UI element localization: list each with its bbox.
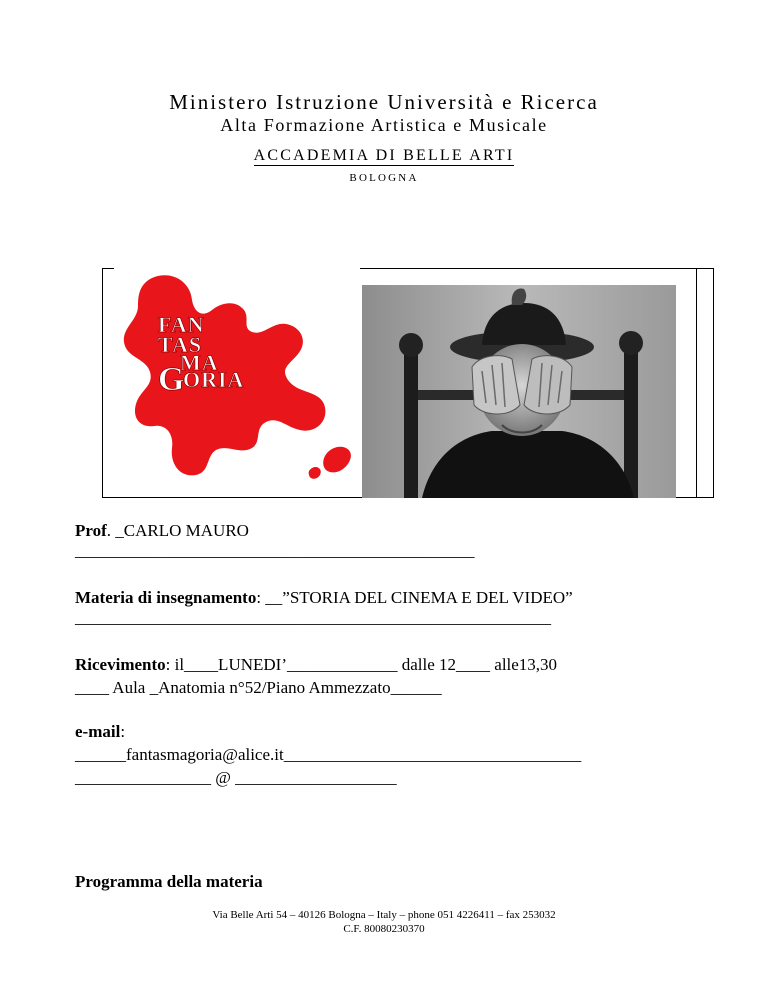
email-blank-line: ________________ @ ___________________ bbox=[75, 768, 397, 787]
programma-heading bbox=[75, 872, 263, 892]
footer-address: Via Belle Arti 54 – 40126 Bologna – Italy – phone 051 4226411 – fax 253032 bbox=[212, 909, 556, 921]
man-covering-eyes-photo bbox=[362, 285, 676, 498]
logo-line-2: TAS bbox=[158, 332, 203, 357]
email-label: e-mail bbox=[75, 722, 121, 741]
ricevimento-label: Ricevimento bbox=[75, 655, 166, 674]
footer-cf: C.F. 80080230370 bbox=[343, 923, 425, 935]
materia-label: Materia di insegnamento bbox=[75, 588, 257, 607]
fantasmagoria-logo bbox=[112, 272, 362, 497]
academy-heading-wrap bbox=[0, 147, 768, 165]
logo-initial: G bbox=[158, 361, 185, 398]
prof-line bbox=[75, 521, 249, 541]
materia-line bbox=[75, 588, 573, 608]
materia-value: : __”STORIA DEL CINEMA E DEL VIDEO” bbox=[256, 588, 573, 607]
programma-label: Programma della materia bbox=[75, 872, 263, 891]
ricevimento-line bbox=[75, 655, 557, 675]
ricevimento-value: : il____LUNEDI’_____________ dalle 12____ alle13,30 bbox=[165, 655, 558, 674]
prof-value: . _CARLO MAURO bbox=[106, 521, 249, 540]
email-colon: : bbox=[120, 722, 126, 741]
division-heading: Alta Formazione Artistica e Musicale bbox=[220, 115, 548, 135]
email-label-line bbox=[75, 722, 125, 742]
academy-heading: ACCADEMIA DI BELLE ARTI bbox=[253, 147, 515, 164]
materia-underline: ________________________________________________________ bbox=[75, 608, 551, 627]
ricevimento-room-line: ____ Aula _Anatomia n°52/Piano Ammezzato______ bbox=[75, 678, 442, 697]
ministry-heading: Ministero Istruzione Università e Ricerca bbox=[169, 90, 599, 114]
prof-underline: _______________________________________________ bbox=[75, 541, 475, 560]
logo-line-3: MA bbox=[180, 350, 219, 375]
prof-label: Prof bbox=[75, 521, 107, 540]
email-value-line: ______fantasmagoria@alice.it___________________________________ bbox=[75, 745, 582, 764]
logo-line-1: FAN bbox=[158, 312, 205, 337]
logo-line-4: ORIA bbox=[183, 367, 245, 392]
city-heading: BOLOGNA bbox=[349, 172, 419, 184]
